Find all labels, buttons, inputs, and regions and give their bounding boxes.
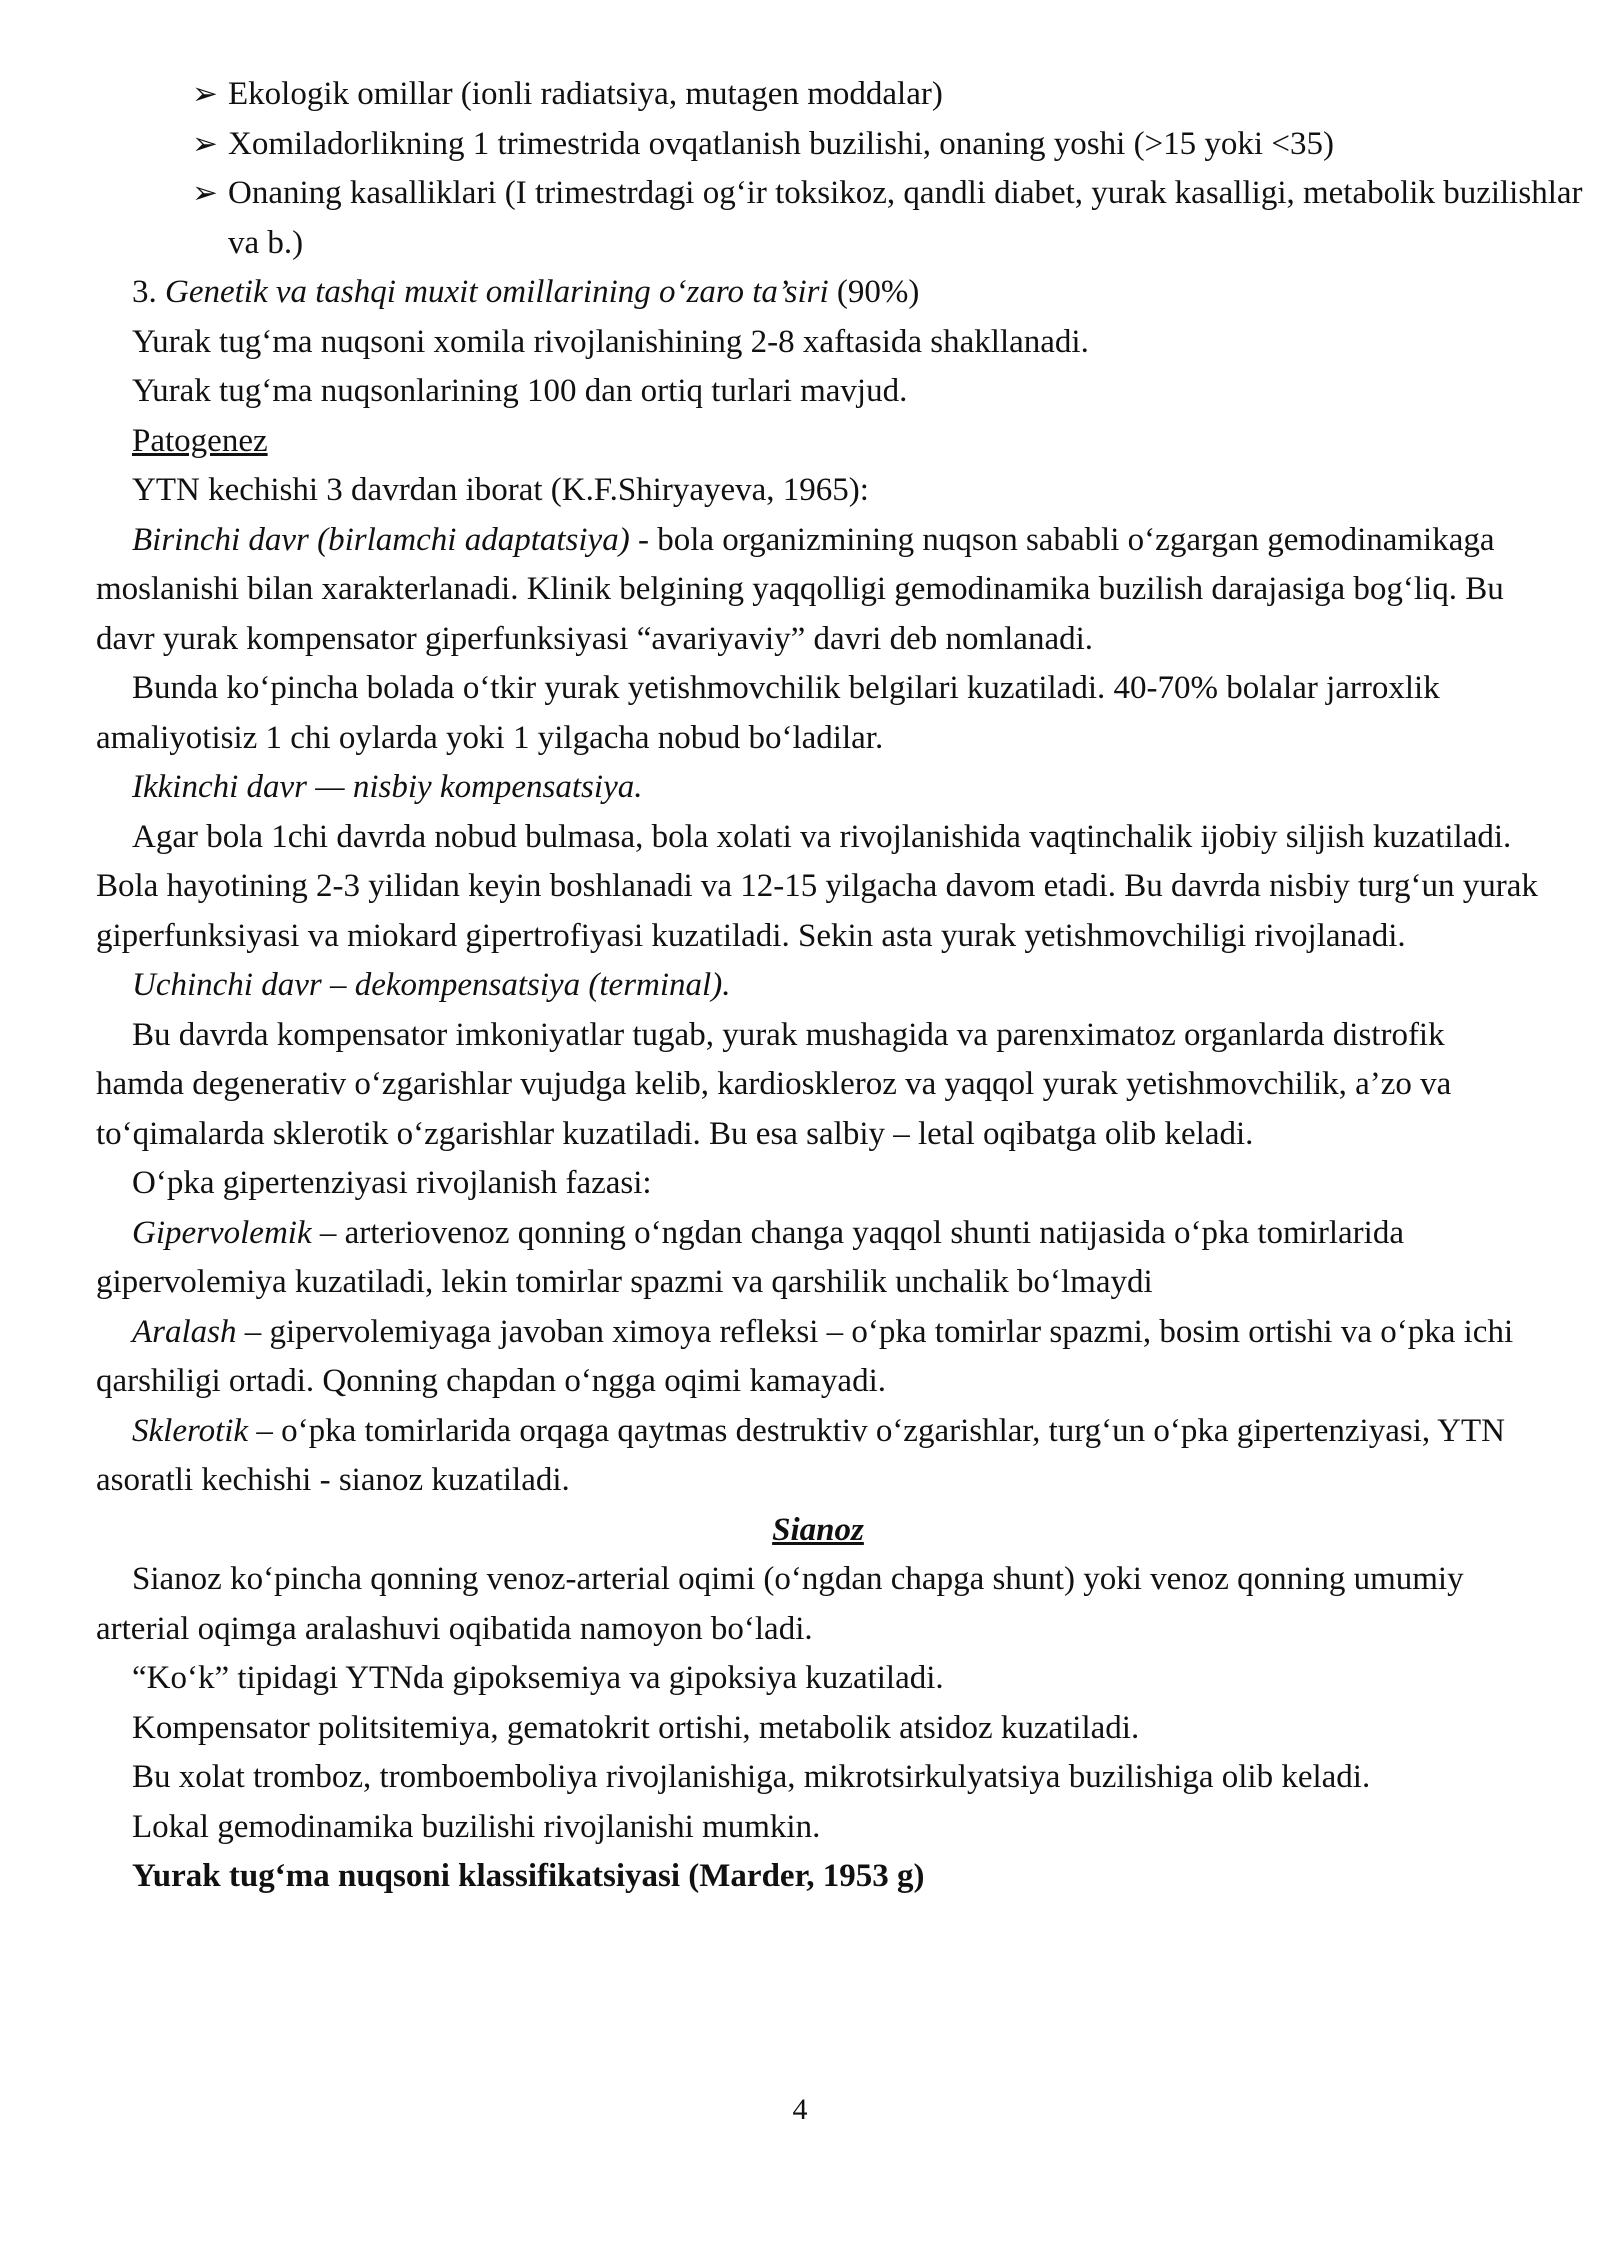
paragraph-second-period: Agar bola 1chi davrda nobud bulmasa, bola xolati va rivojlanishida vaqtinchalik ijobiy siljish kuzatiladi. Bola hayotining 2-3 yilidan keyin boshlanadi va 12-15 yilgacha davom etadi. Bu davrda nisbiy turg‘un yurak giperfunksiyasi va miokard gipertrofiyasi kuzatiladi. Sekin asta yurak yetishmovchiligi rivojlanadi. (96, 818, 1538, 954)
list-item-text: Xomiladorlikning 1 trimestrida ovqatlanish buzilishi, onaning yoshi (>15 yoki <35) (228, 125, 1334, 162)
phase-title: Sklerotik (132, 1412, 249, 1449)
phase-aralash (96, 1308, 1540, 1407)
paragraph-lokal: Lokal gemodinamika buzilishi rivojlanishi mumkin. (132, 1808, 821, 1845)
second-period-heading: Ikkinchi davr — nisbiy kompensatsiya. (132, 769, 643, 805)
phase-text: – o‘pka tomirlarida orqaga qaytmas destruktiv o‘zgarishlar, turg‘un o‘pka gipertenziyasi, YTN asoratli kechishi - sianoz kuzatiladi. (96, 1412, 1505, 1498)
paragraph-sianoz: Sianoz ko‘pincha qonning venoz-arterial oqimi (o‘ngdan chapga shunt) yoki venoz qonning umumiy arterial oqimga aralashuvi oqibatida namoyon bo‘ladi. (96, 1561, 1464, 1647)
page-number: 4 (792, 2093, 808, 2126)
sianoz-heading-text: Sianoz (772, 1511, 864, 1548)
section-heading-patogenez (96, 417, 1540, 467)
paragraph-formation: Yurak tug‘ma nuqsoni xomila rivojlanishining 2-8 xaftasida shakllanadi. (132, 323, 1089, 360)
list-item-text: Onaning kasalliklari (I trimestrdagi og‘ir toksikoz, qandli diabet, yurak kasalligi, metabolik buzilishlar va b.) (228, 175, 1583, 261)
arrow-bullet-icon: ➢ (192, 125, 218, 162)
patogenez-heading-text: Patogenez (132, 422, 268, 459)
arrow-bullet-icon: ➢ (192, 175, 218, 211)
section-heading-sianoz (96, 1506, 1540, 1556)
arrow-bullet-icon: ➢ (192, 76, 218, 112)
numbered-item-3 (96, 268, 1540, 318)
phase-text: – arteriovenoz qonning o‘ngdan changa yaqqol shunti natijasida o‘pka tomirlarida gipervolemiya kuzatiladi, lekin tomirlar spazmi va qarshilik unchalik bo‘lmaydi (96, 1214, 1404, 1300)
paragraph-pulmonary-hypertension: O‘pka gipertenziyasi rivojlanish fazasi: (132, 1165, 652, 1201)
paragraph-kok: “Ko‘k” tipidagi YTNda gipoksemiya va gipoksiya kuzatiladi. (132, 1660, 944, 1696)
first-period-title: Birinchi davr (birlamchi adaptatsiya) (132, 521, 630, 558)
phase-sklerotik (96, 1407, 1540, 1506)
phase-title: Aralash (132, 1313, 237, 1350)
classification-heading: Yurak tug‘ma nuqsoni klassifikatsiyasi (Marder, 1953 g) (132, 1858, 925, 1894)
paragraph-kompensator: Kompensator politsitemiya, gematokrit ortishi, metabolik atsidoz kuzatiladi. (132, 1709, 1140, 1746)
paragraph-bunda: Bunda ko‘pincha bolada o‘tkir yurak yetishmovchilik belgilari kuzatiladi. 40-70% bolalar jarroxlik amaliyotisiz 1 chi oylarda yoki 1 yilgacha nobud bo‘ladilar. (96, 670, 1440, 756)
list-item (192, 70, 1592, 120)
item-percentage: (90%) (836, 274, 920, 310)
phase-title: Gipervolemik (132, 1214, 312, 1251)
risk-factor-list (96, 70, 1592, 268)
paragraph-bu-xolat: Bu xolat tromboz, tromboemboliya rivojlanishiga, mikrotsirkulyatsiya buzilishiga olib keladi. (132, 1759, 1371, 1795)
paragraph-ytn-periods: YTN kechishi 3 davrdan iborat (K.F.Shiryayeva, 1965): (132, 472, 869, 508)
list-item (192, 169, 1592, 268)
third-period-heading: Uchinchi davr – dekompensatsiya (terminal). (132, 967, 731, 1003)
paragraph-first-period (96, 516, 1540, 665)
item-number: 3. (132, 274, 157, 310)
paragraph-third-period: Bu davrda kompensator imkoniyatlar tugab, yurak mushagida va parenximatoz organlarda distrofik hamda degenerativ o‘zgarishlar vujudga kelib, kardioskleroz va yaqqol yurak yetishmovchilik, a’zo va to‘qimalarda sklerotik o‘zgarishlar kuzatiladi. Bu esa salbiy – letal oqibatga olib keladi. (96, 1016, 1452, 1152)
list-item (192, 120, 1592, 170)
paragraph-types: Yurak tug‘ma nuqsonlarining 100 dan ortiq turlari mavjud. (132, 373, 908, 409)
first-period-text: - bola organizmining nuqson sababli o‘zgargan gemodinamikaga moslanishi bilan xarakterlanadi. Klinik belgining yaqqolligi gemodinamika buzilish darajasiga bog‘liq. Bu davr yurak kompensator giperfunksiyasi “avariyaviy” davri deb nomlanadi. (96, 521, 1504, 657)
list-item-text: Ekologik omillar (ionli radiatsiya, mutagen moddalar) (228, 76, 943, 112)
item-title: Genetik va tashqi muxit omillarining o‘zaro ta’siri (165, 274, 829, 310)
phase-gipervolemik (96, 1209, 1540, 1308)
document-page (96, 70, 1583, 1902)
phase-text: – gipervolemiyaga javoban ximoya refleksi – o‘pka tomirlar spazmi, bosim ortishi va o‘pka ichi qarshiligi ortadi. Qonning chapdan o‘ngga oqimi kamayadi. (96, 1313, 1514, 1399)
